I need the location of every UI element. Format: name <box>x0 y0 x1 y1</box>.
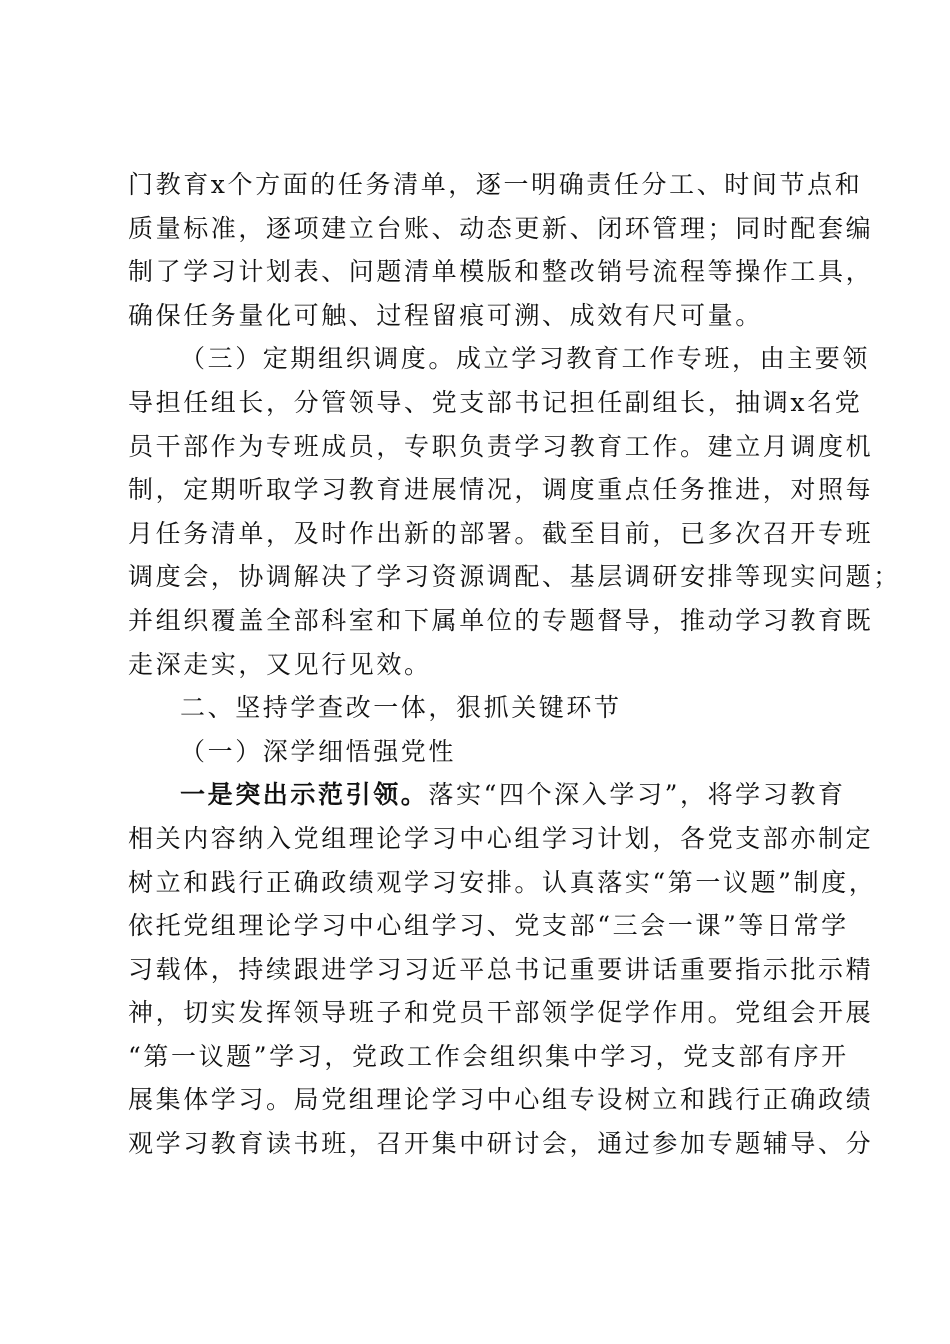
paragraph-lead-line <box>128 773 846 817</box>
document-body <box>128 163 901 1166</box>
body-line-8: 制，定期听取学习教育进展情况，调度重点任务推进，对照每 <box>128 475 874 505</box>
body-line-21: “第一议题”学习，党政工作会组织集中学习，党支部有序开 <box>128 1041 849 1071</box>
chapter-heading-2: 二、坚持学查改一体，狠抓关键环节 <box>180 693 622 723</box>
body-line-17: 树立和践行正确政绩观学习安排。认真落实“第一议题”制度， <box>128 867 877 897</box>
body-line-12: 走深走实，又见行见效。 <box>128 649 432 679</box>
body-line-9: 月任务清单，及时作出新的部署。截至目前，已多次召开专班 <box>128 518 874 548</box>
lead-line-rest: 落实“四个深入学习”，将学习教育 <box>428 780 846 810</box>
body-line-2: 质量标准，逐项建立台账、动态更新、闭环管理；同时配套编 <box>128 213 874 243</box>
body-line-11: 并组织覆盖全部科室和下属单位的专题督导，推动学习教育既 <box>128 605 874 635</box>
body-line-4: 确保任务量化可触、过程留痕可溯、成效有尺可量。 <box>128 300 763 330</box>
body-line-10: 调度会，协调解决了学习资源调配、基层调研安排等现实问题； <box>128 562 901 592</box>
bold-lead-phrase: 一是突出示范引领。 <box>180 780 429 810</box>
body-line-6: 导担任组长，分管领导、党支部书记担任副组长，抽调x名党 <box>128 387 863 417</box>
subsection-heading-1: （一）深学细悟强党性 <box>180 736 457 766</box>
section-heading-3: （三）定期组织调度。成立学习教育工作专班，由主要领 <box>180 344 871 374</box>
body-line-16: 相关内容纳入党组理论学习中心组学习计划，各党支部亦制定 <box>128 823 874 853</box>
body-line-22: 展集体学习。局党组理论学习中心组专设树立和践行正确政绩 <box>128 1085 874 1115</box>
body-line-18: 依托党组理论学习中心组学习、党支部“三会一课”等日常学 <box>128 911 849 941</box>
body-line-23: 观学习教育读书班，召开集中研讨会，通过参加专题辅导、分 <box>128 1129 874 1159</box>
body-line-3: 制了学习计划表、问题清单模版和整改销号流程等操作工具， <box>128 257 874 287</box>
body-line-20: 神，切实发挥领导班子和党员干部领学促学作用。党组会开展 <box>128 998 874 1028</box>
body-line-19: 习载体，持续跟进学习习近平总书记重要讲话重要指示批示精 <box>128 954 874 984</box>
body-line-1: 门教育x个方面的任务清单，逐一明确责任分工、时间节点和 <box>128 170 863 199</box>
body-line-7: 员干部作为专班成员，专职负责学习教育工作。建立月调度机 <box>128 431 874 461</box>
